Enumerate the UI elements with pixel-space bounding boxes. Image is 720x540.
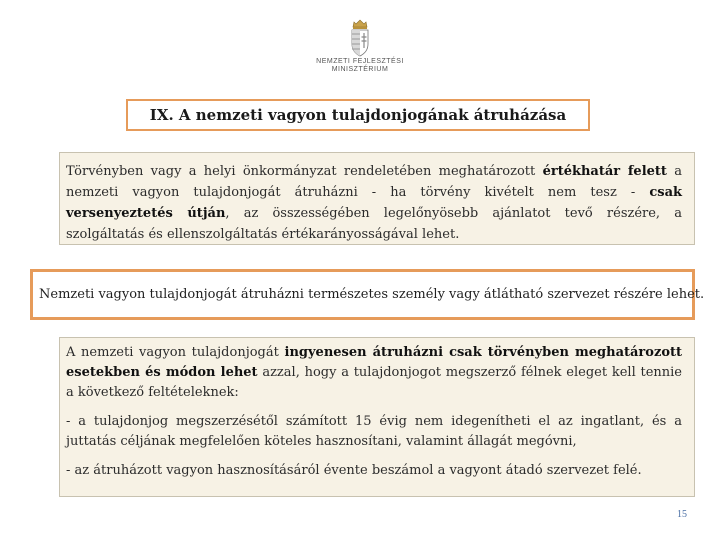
coat-of-arms-icon [347,18,373,58]
ministry-logo [308,18,412,82]
text-box-value-threshold [59,152,695,245]
page-number: 15 [677,509,687,520]
logo-line-2: MINISZTÉRIUM [331,66,389,73]
page-title: IX. A nemzeti vagyon tulajdonjogának átruházása [126,99,590,131]
logo-line-1: NEMZETI FEJLESZTÉSI [316,58,404,65]
text-segment: Törvényben vagy a helyi önkormányzat rendeletében meghatározott [66,164,543,179]
bold-segment: csak versenyeztetés útján [66,185,682,221]
text-box-free-transfer [59,337,695,497]
condition-item-2: - az átruházott vagyon hasznosításáról évente beszámol a vagyont átadó szervezet felé. [66,463,642,478]
text-segment: A nemzeti vagyon tulajdonjogát [66,345,285,360]
text-segment: azzal, hogy a tulajdonjogot megszerző félnek eleget kell tennie a következő feltételeknek: [66,365,682,400]
bold-segment: értékhatár felett [542,164,667,179]
text-segment: Nemzeti vagyon tulajdonjogát átruházni természetes személy vagy átlátható szervezet részére lehet. [39,287,705,302]
text-box-transfer-recipients [30,269,705,320]
intro-paragraph [66,343,682,403]
condition-item-1: - a tulajdonjog megszerzésétől számított 15 évig nem idegenítheti el az ingatlant, és a juttatás céljának megfelelően köteles hasznosítani, valamint állagát megóvni, [66,414,682,449]
text-segment: a nemzeti vagyon tulajdonjogát átruházni - ha törvény kivételt nem tesz - [66,164,683,200]
bold-segment: ingyenesen átruházni csak törvényben meghatározott esetekben és módon lehet [66,345,683,380]
text-segment: , az összességében legelőnyösebb ajánlatot tevő részére, a szolgáltatás és ellenszolgáltatás értékarányosságával lehet. [66,206,682,242]
